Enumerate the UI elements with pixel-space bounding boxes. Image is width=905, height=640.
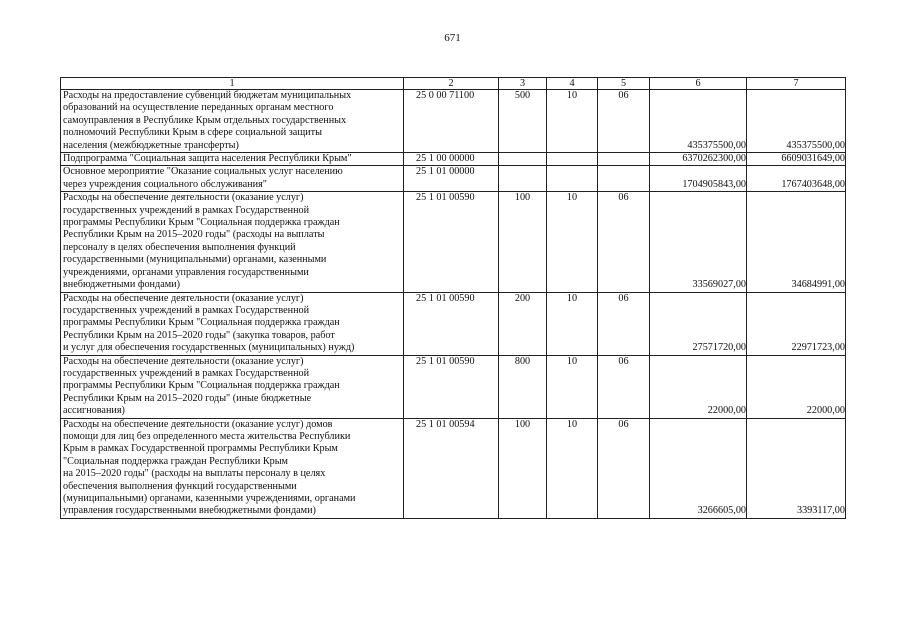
expense-type-cell: 200 [499,292,547,355]
target-code-cell: 25 1 01 00590 [404,355,499,418]
page-number: 671 [444,32,461,44]
amount-col7-cell: 34684991,00 [747,192,846,292]
table-body [61,78,846,519]
amount-col7-cell: 3393117,00 [747,418,846,518]
table-row [61,90,846,153]
expense-name-cell: Основное мероприятие "Оказание социальных услуг населению через учреждения социального обслуживания" [61,166,404,192]
subsection-cell [598,166,650,192]
target-code-cell: 25 1 01 00000 [404,166,499,192]
amount-col6-cell: 33569027,00 [650,192,747,292]
table-row [61,192,846,292]
amount-col6-cell: 435375500,00 [650,90,747,153]
amount-col7-cell: 1767403648,00 [747,166,846,192]
subsection-cell: 06 [598,355,650,418]
header-cell: 3 [499,78,547,90]
expense-name-cell: Расходы на обеспечение деятельности (оказание услуг) государственных учреждений в рамках Государственной программы Республики Крым "Социальная поддержка граждан Республики Крым на 2015–2020 годы" (закупка товаров, работ и услуг для обеспечения государственных (муниципальных) нужд) [61,292,404,355]
expense-type-cell: 500 [499,90,547,153]
expense-name-cell: Расходы на обеспечение деятельности (оказание услуг) домов помощи для лиц без определенного места жительства Республики Крым в рамках Государственной программы Республики Крым "Социальная поддержка граждан Республики Крым на 2015–2020 годы" (расходы на выплаты персоналу в целях обеспечения выполнения функций государственными (муниципальными) органами, казенными учреждениями, органами управления государственными внебюджетными фондами) [61,418,404,518]
subsection-cell: 06 [598,192,650,292]
subsection-cell: 06 [598,292,650,355]
amount-col6-cell: 3266605,00 [650,418,747,518]
amount-col7-cell: 435375500,00 [747,90,846,153]
expense-type-cell: 800 [499,355,547,418]
section-cell [547,153,598,166]
expense-type-cell: 100 [499,192,547,292]
header-cell: 2 [404,78,499,90]
header-cell: 6 [650,78,747,90]
section-cell [547,166,598,192]
header-cell: 4 [547,78,598,90]
expense-type-cell: 100 [499,418,547,518]
amount-col7-cell: 6609031649,00 [747,153,846,166]
table-row [61,153,846,166]
expense-name-cell: Расходы на предоставление субвенций бюджетам муниципальных образований на осуществление переданных органам местного самоуправления в Республике Крым отдельных государственных полномочий Республики Крым в сфере социальной защиты населения (межбюджетные трансферты) [61,90,404,153]
header-cell: 7 [747,78,846,90]
target-code-cell: 25 0 00 71100 [404,90,499,153]
subsection-cell: 06 [598,90,650,153]
section-cell: 10 [547,355,598,418]
table-row [61,292,846,355]
subsection-cell [598,153,650,166]
table-row [61,418,846,518]
table-header-row [61,78,846,90]
expense-name-cell: Расходы на обеспечение деятельности (оказание услуг) государственных учреждений в рамках Государственной программы Республики Крым "Социальная поддержка граждан Республики Крым на 2015–2020 годы" (расходы на выплаты персоналу в целях обеспечения выполнения функций государственными (муниципальными) органами, казенными учреждениями, органами управления государственными внебюджетными фондами) [61,192,404,292]
expense-name-cell: Подпрограмма "Социальная защита населения Республики Крым" [61,153,404,166]
amount-col6-cell: 27571720,00 [650,292,747,355]
target-code-cell: 25 1 01 00590 [404,292,499,355]
section-cell: 10 [547,192,598,292]
table-row [61,166,846,192]
subsection-cell: 06 [598,418,650,518]
header-cell: 1 [61,78,404,90]
amount-col6-cell: 6370262300,00 [650,153,747,166]
expense-type-cell [499,153,547,166]
amount-col7-cell: 22000,00 [747,355,846,418]
budget-table [60,77,846,519]
target-code-cell: 25 1 01 00594 [404,418,499,518]
amount-col6-cell: 22000,00 [650,355,747,418]
amount-col7-cell: 22971723,00 [747,292,846,355]
expense-type-cell [499,166,547,192]
amount-col6-cell: 1704905843,00 [650,166,747,192]
target-code-cell: 25 1 01 00590 [404,192,499,292]
section-cell: 10 [547,90,598,153]
expense-name-cell: Расходы на обеспечение деятельности (оказание услуг) государственных учреждений в рамках Государственной программы Республики Крым "Социальная поддержка граждан Республики Крым на 2015–2020 годы" (иные бюджетные ассигнования) [61,355,404,418]
table-row [61,355,846,418]
section-cell: 10 [547,292,598,355]
target-code-cell: 25 1 00 00000 [404,153,499,166]
section-cell: 10 [547,418,598,518]
header-cell: 5 [598,78,650,90]
